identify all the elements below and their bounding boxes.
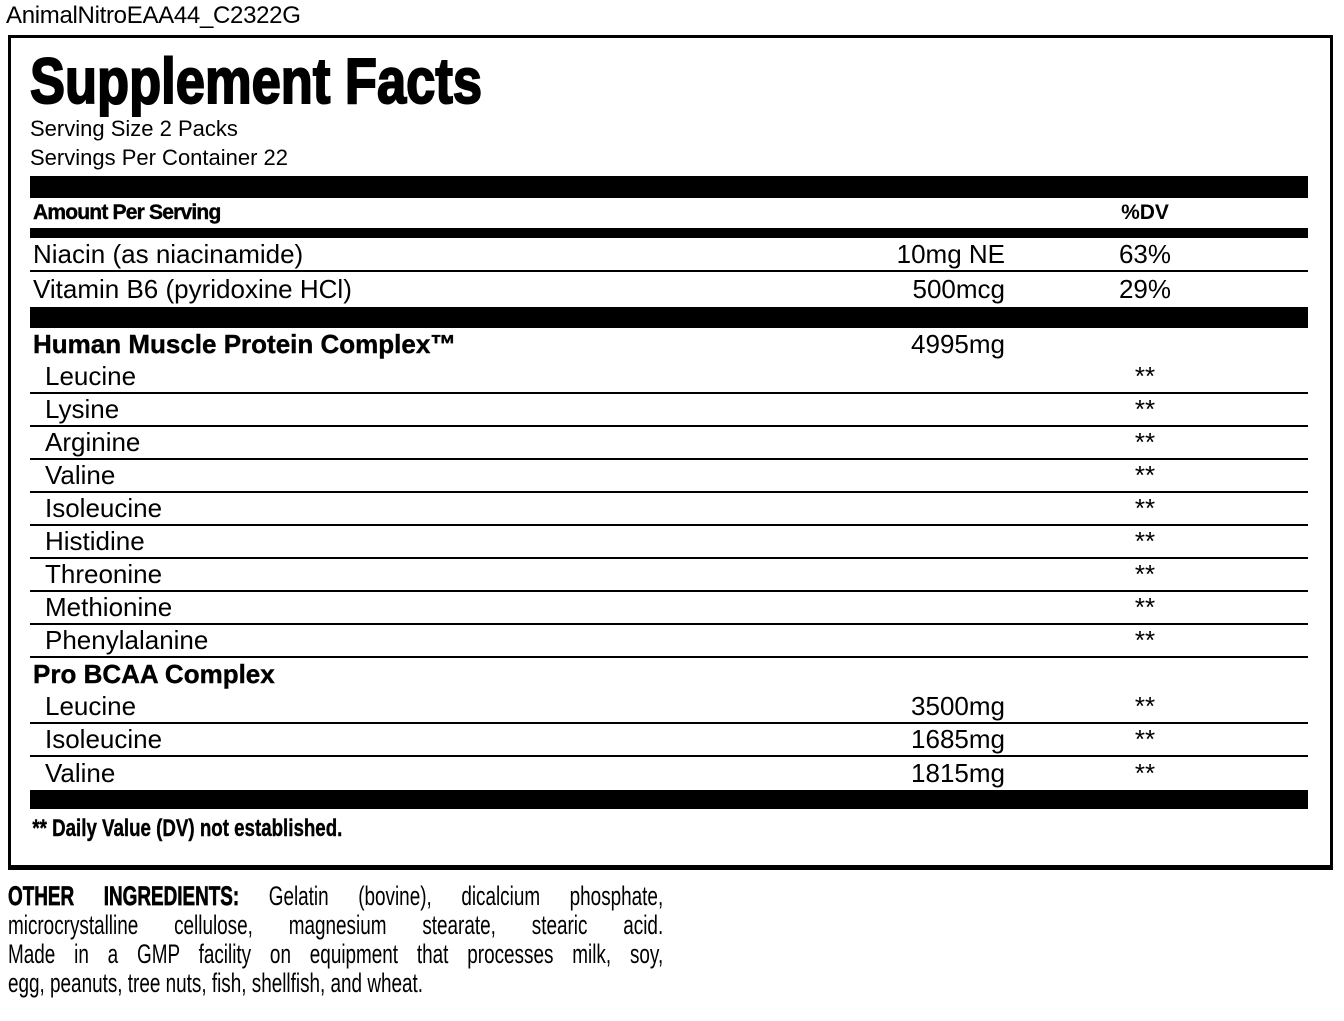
amount-per-serving-label: Amount Per Serving bbox=[33, 201, 221, 224]
nutrient-dv: ** bbox=[1134, 559, 1156, 589]
table-row bbox=[30, 328, 1308, 361]
nutrient-dv: ** bbox=[1134, 592, 1156, 622]
nutrient-dv: ** bbox=[1134, 427, 1156, 457]
table-row bbox=[30, 460, 1308, 493]
nutrient-name: Valine bbox=[45, 460, 116, 490]
table-row bbox=[30, 592, 1308, 625]
other-ingredients-label: OTHER INGREDIENTS: bbox=[8, 881, 240, 911]
supplement-facts-panel bbox=[8, 35, 1333, 870]
table-row bbox=[30, 691, 1308, 724]
nutrient-dv bbox=[1070, 328, 1220, 361]
table-row bbox=[30, 493, 1308, 526]
nutrient-dv: ** bbox=[1134, 361, 1156, 391]
ingredients-text: Gelatin (bovine), dicalcium phosphate, bbox=[268, 881, 664, 911]
ingredients-line: microcrystalline cellulose, magnesium stearate, stearic acid. bbox=[8, 910, 664, 940]
separator-bar-thin bbox=[30, 228, 1308, 238]
ingredients-line bbox=[8, 882, 663, 911]
nutrient-name: Phenylalanine bbox=[45, 625, 209, 655]
nutrient-dv: ** bbox=[1134, 394, 1156, 424]
nutrient-dv: ** bbox=[1134, 526, 1156, 556]
nutrient-name: Niacin (as niacinamide) bbox=[33, 238, 304, 269]
nutrient-name: Histidine bbox=[45, 526, 145, 556]
nutrient-amount: 10mg NE bbox=[896, 238, 1005, 269]
table-row bbox=[30, 559, 1308, 592]
nutrient-dv: ** bbox=[1134, 724, 1156, 754]
table-row bbox=[30, 625, 1308, 658]
nutrient-dv: 63% bbox=[1118, 238, 1172, 269]
nutrient-dv: 29% bbox=[1118, 274, 1172, 304]
table-row bbox=[30, 238, 1308, 272]
table-row bbox=[30, 427, 1308, 460]
servings-per-container: Servings Per Container 22 bbox=[30, 145, 289, 170]
nutrient-name: Leucine bbox=[45, 361, 137, 391]
separator-bar-thick bbox=[30, 790, 1308, 809]
dv-footnote: ** Daily Value (DV) not established. bbox=[32, 815, 343, 842]
nutrient-amount: 4995mg bbox=[911, 329, 1005, 359]
column-header-row bbox=[30, 198, 1308, 228]
nutrient-amount: 1685mg bbox=[911, 724, 1005, 754]
nutrient-name: Arginine bbox=[45, 427, 141, 457]
nutrient-amount: 1815mg bbox=[911, 758, 1005, 788]
panel-title: Supplement Facts bbox=[30, 45, 482, 117]
nutrient-name: Methionine bbox=[45, 592, 173, 622]
serving-info bbox=[30, 114, 1308, 172]
separator-bar-thick bbox=[30, 176, 1308, 198]
nutrient-amount: 3500mg bbox=[911, 691, 1005, 721]
nutrient-dv: ** bbox=[1134, 460, 1156, 490]
dv-column-label: %DV bbox=[1121, 201, 1169, 224]
nutrient-name: Vitamin B6 (pyridoxine HCl) bbox=[33, 274, 352, 304]
nutrient-name: Leucine bbox=[45, 691, 137, 721]
other-ingredients bbox=[8, 882, 663, 998]
nutrient-name: Human Muscle Protein Complex™ bbox=[33, 329, 457, 359]
table-row bbox=[30, 757, 1308, 790]
table-row bbox=[30, 526, 1308, 559]
nutrient-dv: ** bbox=[1134, 493, 1156, 523]
nutrient-name: Isoleucine bbox=[45, 493, 163, 523]
table-row bbox=[30, 361, 1308, 394]
separator-bar-thick bbox=[30, 307, 1308, 328]
nutrient-dv: ** bbox=[1134, 691, 1156, 721]
nutrient-name: Isoleucine bbox=[45, 724, 163, 754]
nutrient-amount: 500mcg bbox=[912, 274, 1005, 304]
nutrient-dv: ** bbox=[1134, 758, 1156, 788]
nutrient-name: Valine bbox=[45, 758, 116, 788]
table-row bbox=[30, 658, 1308, 691]
serving-size: Serving Size 2 Packs bbox=[30, 116, 238, 141]
nutrient-name: Threonine bbox=[45, 559, 163, 589]
doc-label: AnimalNitroEAA44_C2322G bbox=[6, 2, 301, 29]
ingredients-line: egg, peanuts, tree nuts, fish, shellfish, and wheat. bbox=[8, 968, 424, 998]
table-row bbox=[30, 724, 1308, 757]
ingredients-line: Made in a GMP facility on equipment that processes milk, soy, bbox=[8, 939, 664, 969]
table-row bbox=[30, 394, 1308, 427]
nutrient-name: Lysine bbox=[45, 394, 120, 424]
table-row bbox=[30, 272, 1308, 307]
nutrient-name: Pro BCAA Complex bbox=[33, 659, 275, 689]
nutrient-dv: ** bbox=[1134, 625, 1156, 655]
nutrient-dv bbox=[1070, 658, 1220, 691]
